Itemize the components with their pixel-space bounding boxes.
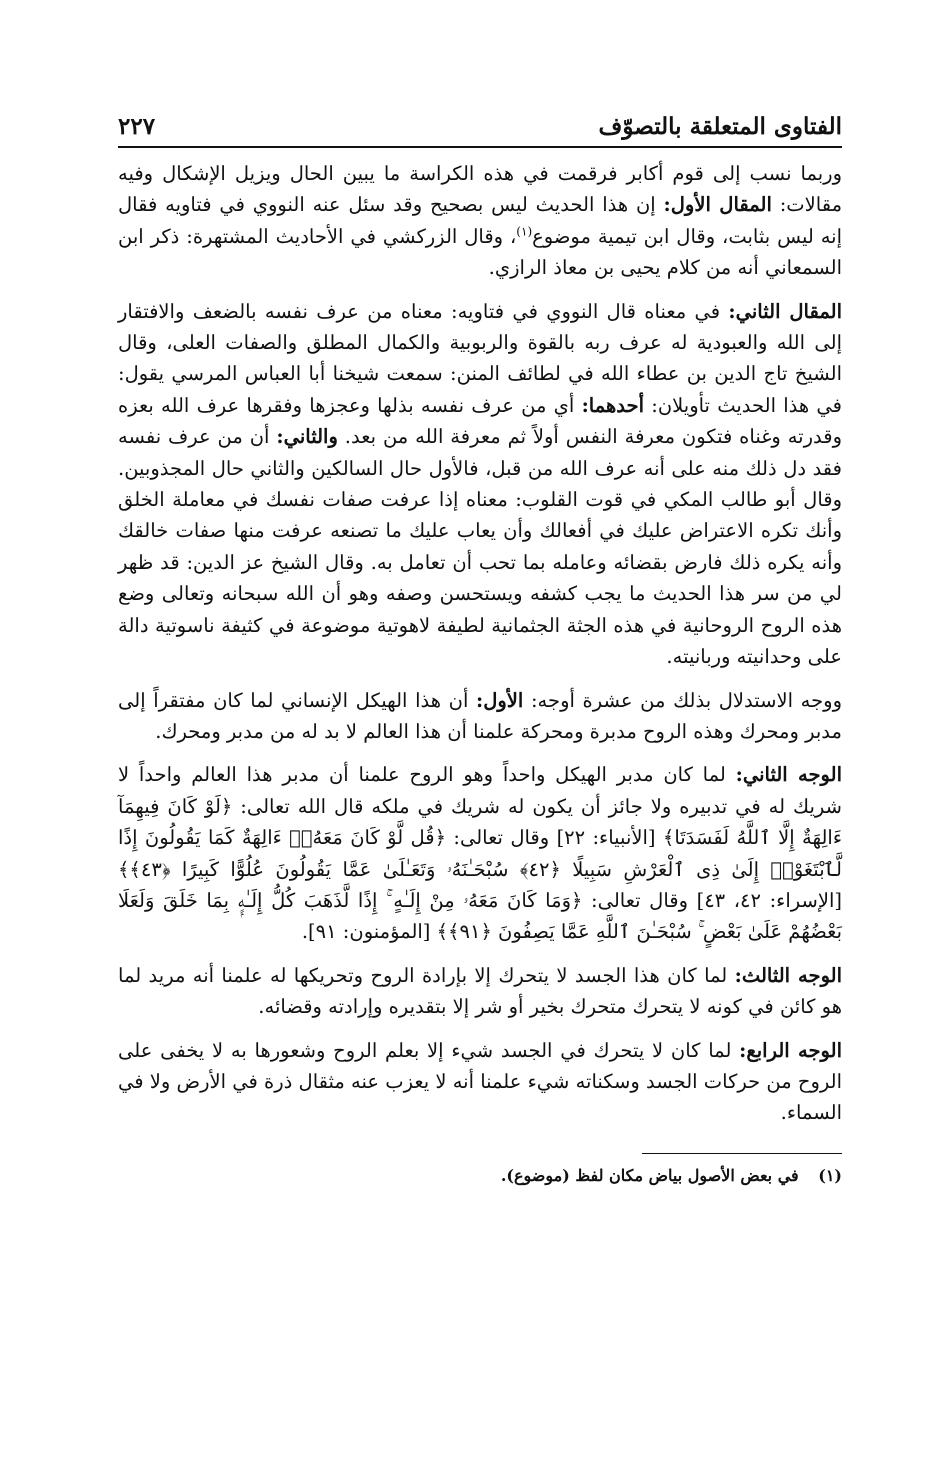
inline-heading: والثاني: — [276, 425, 338, 449]
footnote-reference: (١) — [516, 224, 533, 239]
paragraph-6 — [118, 1035, 842, 1129]
footnote-divider — [642, 1153, 842, 1154]
paragraph-text: أي من عرف نفسه بذلها وعجزها وفقرها عرف الله بعزه وقدرته وغناه فتكون معرفة النفس أولاً ثم معرفة الله من بعد. — [118, 393, 843, 449]
paragraph-text: وربما نسب إلى قوم أكابر فرقمت في هذه الكراسة ما يبين الحال ويزيل الإشكال وفيه مقالات: — [118, 162, 843, 217]
paragraph-text: لما كان هذا الجسد لا يتحرك إلا بإرادة الروح وتحريكها له علمنا أنه مريد لما هو كائن في كونه لا يتحرك متحرك بخير أو شر إلا بتقديره وإرادته وقضائه. — [118, 963, 842, 1019]
paragraph-2 — [118, 296, 842, 673]
paragraph-lead: الوجه الرابع: — [739, 1038, 842, 1062]
paragraph-lead: المقال الثاني: — [728, 299, 842, 323]
paragraph-1 — [118, 158, 842, 284]
footnote-number: (١) — [818, 1165, 842, 1185]
verse-reference: [المؤمنون: ٩١]. — [301, 920, 431, 944]
inline-heading: أحدهما: — [581, 393, 644, 417]
quran-verse: ﴿وَمَا كَانَ مَعَهُۥ مِنْ إِلَـٰهٍ ۚ إِذًا لَّذَهَبَ كُلُّ إِلَـٰهٍۭ بِمَا خَلَقَ وَلَعَلَا بَعْضُهُمْ عَلَىٰ بَعْضٍ ۚ سُبْحَـٰنَ ٱللَّهِ عَمَّا يَصِفُونَ ﴿٩١﴾﴾ — [118, 888, 842, 944]
footnote-text: في بعض الأصول بياض مكان لفظ (موضوع). — [500, 1165, 799, 1185]
paragraph-text: ووجه الاستدلال بذلك من عشرة أوجه: — [530, 688, 843, 712]
quran-verse: ﴿لَوْ كَانَ فِيهِمَآ ءَالِهَةٌ إِلَّا ٱللَّهُ لَفَسَدَتَا﴾ — [118, 794, 843, 850]
paragraph-text: أن من عرف نفسه فقد دل ذلك منه على أنه عرف الله من قبل، فالأول حال السالكين والثاني حال المجذوبين. وقال أبو طالب المكي في قوت القلوب: معناه إذا عرفت صفات نفسك في معاملة الخلق وأنك تكره الاعتراض عليك في أفعالك وأن يعاب عليك ما تصنعه عرفت منها صفات خالقك وأنه يكره ذلك فارض بقضائه وعامله بما تحب أن تعامل به. وقال الشيخ عز الدين: قد ظهر لي من سر هذا الحديث ما يجب كشفه ويستحسن وصفه وهو أن الله سبحانه وتعالى وضع هذه الروح الروحانية في هذه الجثة الجثمانية لطيفة لاهوتية موضوعة في كثيفة ناسوتية دالة على وحدانيته وربانيته. — [118, 425, 842, 669]
paragraph-text: أن هذا الهيكل الإنساني لما كان مفتقراً إلى مدبر ومحرك وهذه الروح مدبرة ومحركة علمنا أن هذا العالم لا بد له من مدبر ومحرك. — [118, 688, 842, 743]
paragraph-text: إن هذا الحديث ليس بصحيح وقد سئل عنه النووي في فتاويه فقال إنه ليس بثابت، وقال ابن تيمية موضوع — [118, 193, 843, 248]
main-text — [118, 158, 842, 1129]
verse-reference: [الأنبياء: ٢٢] — [556, 826, 656, 850]
verse-reference: [الإسراء: ٤٢، ٤٣] — [696, 888, 842, 912]
paragraph-lead: الأول: — [476, 688, 524, 712]
footnote — [118, 1164, 842, 1188]
quran-verse: ﴿قُل لَّوْ كَانَ مَعَهُۥٓ ءَالِهَةٌ كَمَا يَقُولُونَ إِذًا لَّٱبْتَغَوْا۟ إِلَىٰ ذِى ٱلْعَرْشِ سَبِيلًا ﴿٤٢﴾ سُبْحَـٰنَهُۥ وَتَعَـٰلَىٰ عَمَّا يَقُولُونَ عُلُوًّا كَبِيرًا ﴿٤٣﴾﴾ — [118, 826, 842, 881]
paragraph-lead: الوجه الثاني: — [735, 763, 842, 787]
paragraph-3 — [118, 685, 842, 748]
paragraph-lead: الوجه الثالث: — [734, 963, 842, 987]
page-number: ٢٢٧ — [118, 113, 156, 140]
chapter-title: الفتاوى المتعلقة بالتصوّف — [598, 113, 842, 140]
paragraph-lead: المقال الأول: — [663, 193, 772, 217]
paragraph-4 — [118, 759, 842, 947]
paragraph-text: في معناه قال النووي في فتاويه: معناه من عرف نفسه بالضعف والافتقار إلى الله والعبودية له عرف ربه بالقوة والربوبية والكمال المطلق والصفات العلى، وقال الشيخ تاج الدين بن عطاء الله في لطائف المنن: سمعت شيخنا أبا العباس المرسي يقول: في هذا الحديث تأويلان: — [118, 299, 842, 417]
paragraph-text: لما كان مدبر الهيكل واحداً وهو الروح علمنا أن مدبر هذا العالم واحداً لا شريك له في تدبيره ولا جائز أن يكون له شريك في ملكه قال الله تعالى: — [118, 763, 842, 818]
paragraph-5 — [118, 960, 842, 1023]
running-header — [118, 108, 842, 148]
paragraph-text: وقال تعالى: — [453, 826, 550, 850]
paragraph-text: وقال تعالى: — [591, 888, 688, 912]
paragraph-text: لما كان لا يتحرك في الجسد شيء إلا بعلم الروح وشعورها به لا يخفى على الروح من حركات الجسد وسكناته شيء علمنا أنه لا يعزب عنه مثقال ذرة في الأرض ولا في السماء. — [118, 1038, 842, 1125]
document-page — [118, 108, 842, 1188]
paragraph-text: ، وقال الزركشي في الأحاديث المشتهرة: ذكر ابن السمعاني أنه من كلام يحيى بن معاذ الرازي. — [118, 224, 842, 280]
